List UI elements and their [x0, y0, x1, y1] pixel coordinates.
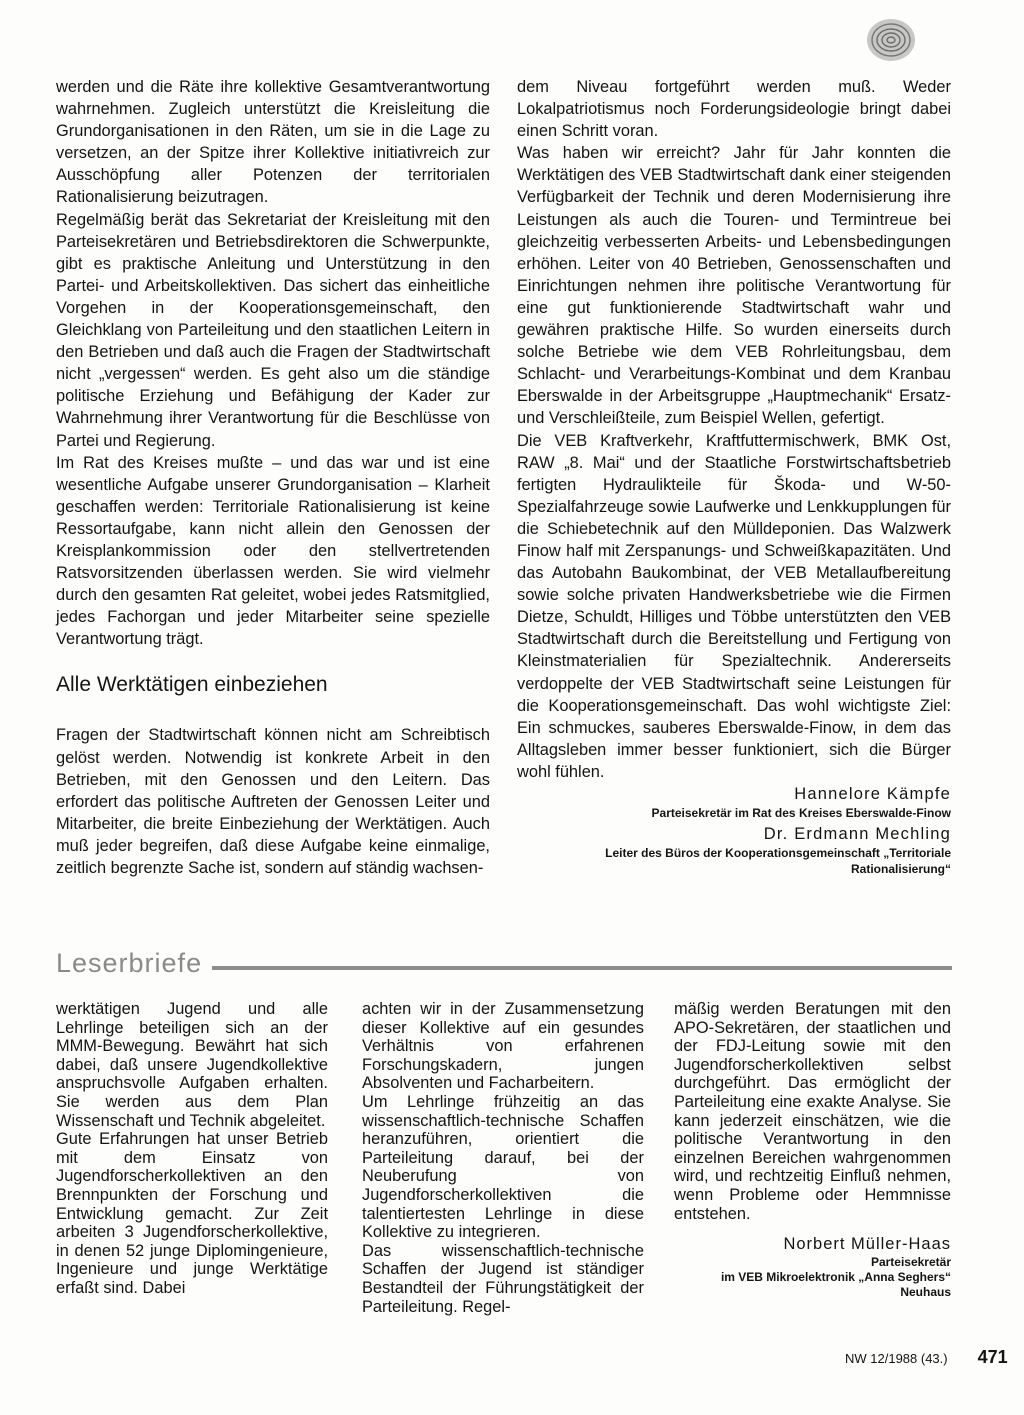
letters-column-2 [362, 1000, 644, 1316]
author-role: Neuhaus [900, 1285, 951, 1300]
letter-paragraph: mäßig werden Beratungen mit den APO-Sekretären, der staatlichen und der FDJ-Leitung sowie mit den Jugendforscherkollektiven selbst durchgeführt. Das ermöglicht der Parteileitung eine exakte Analyse. Sie kann jederzeit einschätzen, wie die politische Verantwortung in den einzelnen Bereichen wahrgenommen wird, und rechtzeitig Einfluß nehmen, wenn Probleme oder Hemmnisse entstehen. [674, 1000, 951, 1223]
page-footer [845, 1347, 1008, 1368]
issue-label: NW 12/1988 (43.) [845, 1351, 948, 1366]
letter-paragraph: achten wir in der Zusammensetzung dieser Kollektive auf ein gesundes Verhältnis von erfahrenen Forschungskadern, jungen Absolventen und Facharbeitern. [362, 1000, 644, 1093]
page-number: 471 [977, 1347, 1008, 1367]
article-paragraph: Was haben wir erreicht? Jahr für Jahr konnten die Werktätigen des VEB Stadtwirtschaft dank einer steigenden Verfügbarkeit der Technik und deren Modernisierung ihre Leistungen als auch die Touren- und Termintreue bei gleichzeitig verbesserten Arbeits- und Lebensbedingungen erhöhen. Leiter von 40 Betrieben, Genossenschaften und Einrichtungen nehmen ihre politische Verantwortung für eine gut funktionierende Stadtwirtschaft wahr und gewähren praktische Hilfe. So wurden einerseits durch solche Betriebe wie dem VEB Rohrleitungsbau, dem Schlacht- und Verarbeitungs-Kombinat und dem Kranbau Eberswalde in der Arbeitsgruppe „Hauptmechanik“ Ersatz- und Verschleißteile, zum Beispiel Wellen, gefertigt. [517, 144, 951, 428]
letters-column-3 [674, 1000, 951, 1300]
letter-paragraph: Gute Erfahrungen hat unser Betrieb mit dem Einsatz von Jugendforscherkollektiven an den Brennpunkten der Forschung und Entwicklung gemacht. Zur Zeit arbeiten 3 Jugendforscherkollektive, in denen 52 junge Diplomingenieure, Ingenieure und junge Werktätige erfaßt sind. Dabei [56, 1130, 328, 1297]
article-paragraph: Im Rat des Kreises mußte – und das war und ist eine wesentliche Aufgabe unserer Grundorganisation – Klarheit geschaffen werden: Territoriale Rationalisierung ist keine Ressortaufgabe, kann nicht allein den Genossen der Kreisplankommission oder den stellvertretenden Ratsvorsitzenden überlassen werden. Sie wird vielmehr durch den gesamten Rat geleitet, wobei jedes Ratsmitglied, jedes Fachorgan und jeder Mitarbeiter seine spezielle Verantwortung trägt. [56, 453, 490, 649]
section-divider [212, 966, 952, 970]
author-name: Norbert Müller-Haas [783, 1235, 951, 1254]
author-role: im VEB Mikroelektronik „Anna Seghers“ [720, 1270, 951, 1285]
letter-signature [674, 1233, 951, 1300]
letter-paragraph: Um Lehrlinge frühzeitig an das wissenschaftlich-technische Schaffen heranzuführen, orientiert die Parteileitung darauf, bei der Neuberufung von Jugendforscherkollektiven die talentiertesten Lehrlinge in diese Kollektive zu integrieren. [362, 1092, 644, 1242]
article-signature [517, 783, 951, 877]
letter-paragraph: Das wissenschaftlich-technische Schaffen der Jugend ist ständiger Bestandteil der Führungstätigkeit der Parteileitung. Regel- [362, 1241, 644, 1316]
article-paragraph: dem Niveau fortgeführt werden muß. Weder Lokalpatriotismus noch Forderungsideologie bringt dabei einen Schritt voran. [517, 78, 951, 141]
author-role: Parteisekretär [870, 1255, 951, 1270]
article-subheading: Alle Werktätigen einbeziehen [56, 673, 328, 697]
fingerprint-smudge-icon [862, 14, 918, 66]
letters-section-header [56, 946, 952, 978]
author-name: Dr. Erdmann Mechling [763, 825, 951, 843]
article-right-column [517, 76, 951, 877]
author-name: Hannelore Kämpfe [794, 785, 951, 803]
article-paragraph: Die VEB Kraftverkehr, Kraftfuttermischwerk, BMK Ost, RAW „8. Mai“ und der Staatliche Forstwirtschaftsbetrieb fertigten Hydraulikteile für Škoda- und W-50-Spezialfahrzeuge sowie Laufwerke und Lenkkupplungen für die Schiebetechnik auf den Mülldeponien. Das Walzwerk Finow half mit Zerspanungs- und Schweißkapazitäten. Und das Autobahn Baukombinat, der VEB Metallaufbereitung sowie solche privaten Handwerksbetriebe wie die Firmen Dietze, Schuldt, Hilliges und Többe unterstützten den VEB Stadtwirtschaft durch die Bereitstellung und Fertigung von Kleinstmaterialien für Spezialtechnik. Andererseits verdoppelte der VEB Stadtwirtschaft seine Leistungen für die Kooperationsgemeinschaft. Das wohl wichtigste Ziel: Ein schmuckes, sauberes Eberswalde-Finow, in dem das Alltagsleben immer besser funktioniert, sich die Bürger wohl fühlen. [517, 431, 951, 781]
article-paragraph: werden und die Räte ihre kollektive Gesamtverantwortung wahrnehmen. Zugleich unterstützt die Kreisleitung die Grundorganisationen in den Räten, um sie in die Lage zu versetzen, an der Spitze ihrer Kollektive initiativreich zur Ausschöpfung aller Potenzen der territorialen Rationalisierung beizutragen. [56, 78, 490, 207]
letters-column-1 [56, 1000, 328, 1298]
article-paragraph: Fragen der Stadtwirtschaft können nicht am Schreibtisch gelöst werden. Notwendig ist konkrete Arbeit in den Betrieben, mit den Genossen und den Leitern. Das erfordert das politische Auftreten der Genossen Leiter und Mitarbeiter, die breite Einbeziehung der Werktätigen. Auch muß jeder begreifen, daß diese Aufgabe keine einmalige, zeitlich begrenzte Sache ist, sondern auf ständig wachsen- [56, 726, 490, 877]
author-role: Parteisekretär im Rat des Kreises Eberswalde-Finow [651, 806, 951, 820]
author-role: Leiter des Büros der Kooperationsgemeinschaft „Territoriale Rationalisierung“ [605, 846, 951, 876]
letter-paragraph: werktätigen Jugend und alle Lehrlinge beteiligen sich an der MMM-Bewegung. Bewährt hat sich dabei, daß unsere Jugendkollektive anspruchsvolle Aufgaben erhalten. Sie werden aus dem Plan Wissenschaft und Technik abgeleitet. [56, 1000, 328, 1130]
article-paragraph: Regelmäßig berät das Sekretariat der Kreisleitung mit den Parteisekretären und Betriebsdirektoren die Schwerpunkte, gibt es praktische Anleitung und Unterstützung in den Partei- und Arbeitskollektiven. Das sichert das einheitliche Vorgehen in der Kooperationsgemeinschaft, den Gleichklang von Parteileitung und den staatlichen Leitern in den Betrieben und daß auch die Fragen der Stadtwirtschaft nicht „vergessen“ werden. Es geht also um die ständige politische Erziehung und Befähigung der Kader zur Wahrnehmung ihrer Verantwortung für die Beschlüsse von Partei und Regierung. [56, 210, 490, 450]
article-left-column [56, 76, 490, 879]
letters-section-title: Leserbriefe [56, 948, 203, 978]
